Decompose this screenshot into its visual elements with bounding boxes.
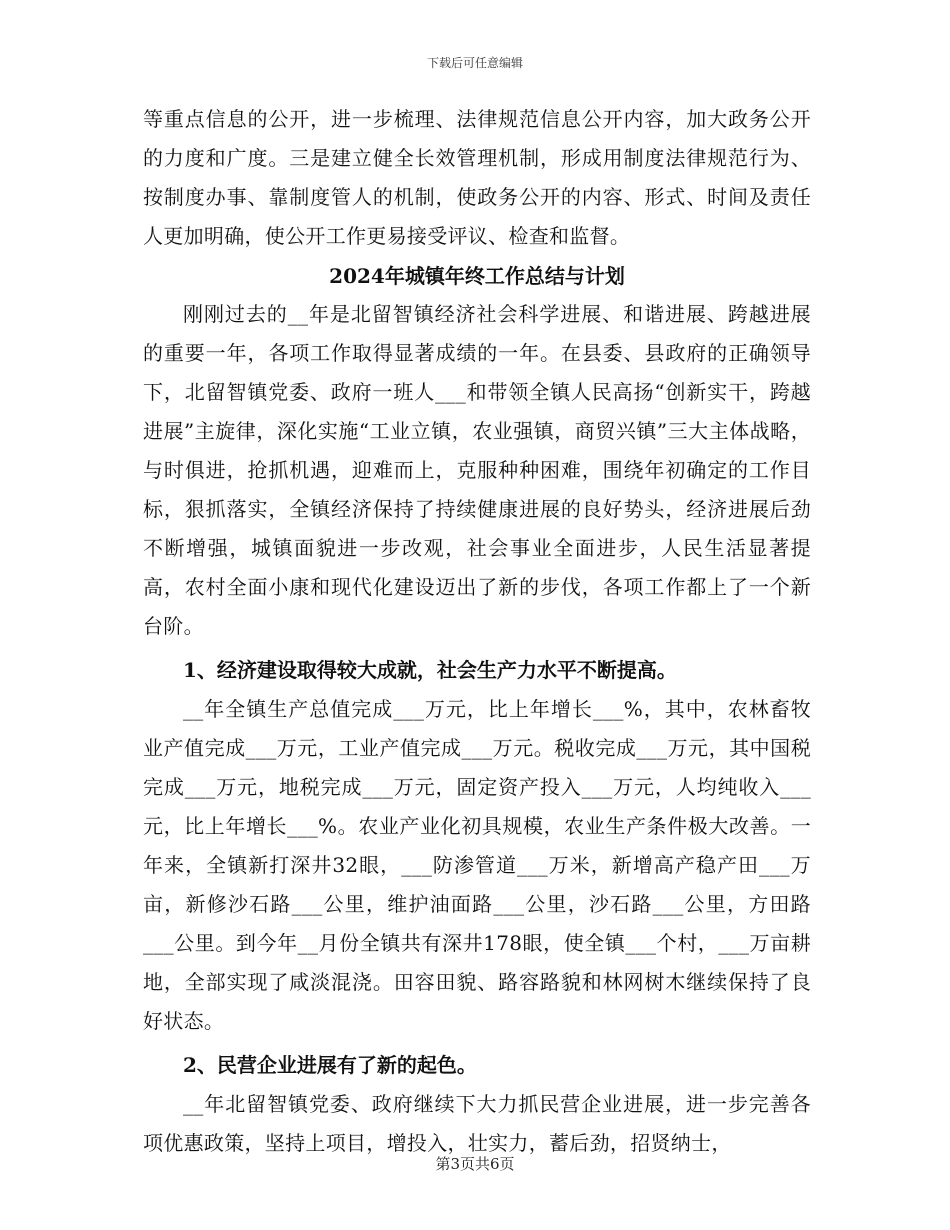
header-note: 下载后可任意编辑	[426, 56, 523, 70]
section-heading-2: 2、民营企业进展有了新的起色。	[183, 1053, 477, 1077]
section-heading-1: 1、经济建设取得较大成就，社会生产力水平不断提高。	[183, 658, 677, 682]
paragraph-continued: 等重点信息的公开，进一步梳理、法律规范信息公开内容，加大政务公开的力度和广度。三是建立健全长效管理机制，形成用制度法律规范行为、按制度办事、靠制度管人的机制，使政务公开的内容、形式、时间及责任人更加明确，使公开工作更易接受评议、检查和监督。	[143, 107, 811, 248]
paragraph-section-2: __年北留智镇党委、政府继续下大力抓民营企业进展，进一步完善各项优惠政策，坚持上项目，增投入，壮实力，蓄后劲，招贤纳士，	[143, 1092, 811, 1155]
document-title: 2024年城镇年终工作总结与计划	[329, 264, 625, 288]
paragraph-intro: 刚刚过去的__年是北留智镇经济社会科学进展、和谐进展、跨越进展的重要一年，各项工作取得显著成绩的一年。在县委、县政府的正确领导下，北留智镇党委、政府一班人___和带领全镇人民高扬“创新实干，跨越进展”主旋律，深化实施“工业立镇，农业强镇，商贸兴镇”三大主体战略，与时俱进，抢抓机遇，迎难而上，克服种种困难，围绕年初确定的工作目标，狠抓落实，全镇经济保持了持续健康进展的良好势头，经济进展后劲不断增强，城镇面貌进一步改观，社会事业全面进步，人民生活显著提高，农村全面小康和现代化建设迈出了新的步伐，各项工作都上了一个新台阶。	[143, 302, 811, 638]
document-body	[143, 100, 811, 1163]
page-number: 第3页共6页	[435, 1155, 515, 1173]
paragraph-section-1: __年全镇生产总值完成___万元，比上年增长___%，其中，农林畜牧业产值完成___万元，工业产值完成___万元。税收完成___万元，其中国税完成___万元，地税完成___万元，固定资产投入___万元，人均纯收入___元，比上年增长___%。农业产业化初具规模，农业生产条件极大改善。一年来，全镇新打深井32眼，___防渗管道___万米，新增高产稳产田___万亩，新修沙石路___公里，维护油面路___公里，沙石路___公里，方田路___公里。到今年__月份全镇共有深井178眼，使全镇___个村，___万亩耕地，全部实现了咸淡混浇。田容田貌、路容路貌和林网树木继续保持了良好状态。	[143, 697, 811, 1033]
